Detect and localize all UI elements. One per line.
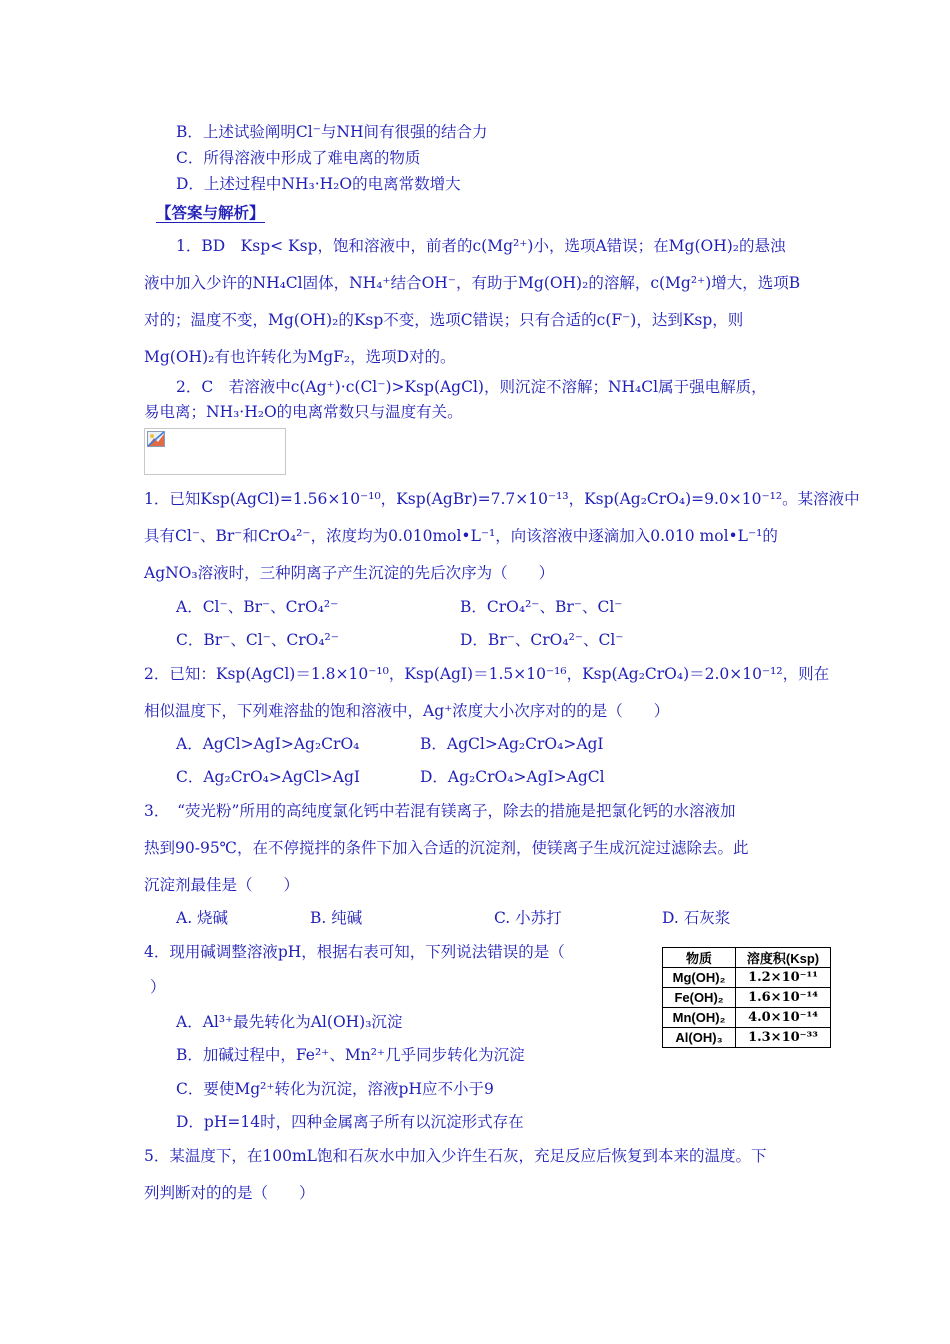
question-1-option-d: D．Br⁻、CrO₄²⁻、Cl⁻ bbox=[460, 631, 624, 649]
question-2-option-a: A．AgCl>AgI>Ag₂CrO₄ bbox=[176, 735, 360, 753]
question-3-line: 3． “荧光粉”所用的高纯度氯化钙中若混有镁离子，除去的措施是把氯化钙的水溶液加 bbox=[144, 802, 736, 820]
question-2-line: 相似温度下，下列难溶盐的饱和溶液中，Ag⁺浓度大小次序对的的是（ ） bbox=[144, 702, 670, 720]
question-3-option-b: B. 纯碱 bbox=[310, 909, 363, 927]
table-cell: 1.6×10⁻¹⁴ bbox=[736, 988, 831, 1008]
question-2-option-b: B．AgCl>Ag₂CrO₄>AgI bbox=[420, 735, 604, 753]
question-4-line: 4．现用碱调整溶液pH，根据右表可知，下列说法错误的是（ bbox=[144, 943, 565, 961]
explanation-2-line: 易电离；NH₃·H₂O的电离常数只与温度有关。 bbox=[144, 403, 463, 421]
table-cell: Mg(OH)₂ bbox=[663, 968, 736, 988]
table-header-cell: 物质 bbox=[663, 948, 736, 968]
question-1-line: AgNO₃溶液时，三种阴离子产生沉淀的先后次序为（ ） bbox=[144, 564, 555, 582]
question-3-line: 热到90-95℃，在不停搅拌的条件下加入合适的沉淀剂，使镁离子生成沉淀过滤除去。此 bbox=[144, 839, 749, 857]
question-4-option-a: A．Al³⁺最先转化为Al(OH)₃沉淀 bbox=[176, 1013, 403, 1031]
question-4-option-b: B．加碱过程中，Fe²⁺、Mn²⁺几乎同步转化为沉淀 bbox=[176, 1046, 525, 1064]
question-4-option-c: C．要使Mg²⁺转化为沉淀，溶液pH应不小于9 bbox=[176, 1080, 494, 1098]
question-5-line: 列判断对的的是（ ） bbox=[144, 1184, 315, 1202]
question-1-option-c: C．Br⁻、Cl⁻、CrO₄²⁻ bbox=[176, 631, 339, 649]
question-3-option-d: D. 石灰浆 bbox=[662, 909, 731, 927]
question-3-line: 沉淀剂最佳是（ ） bbox=[144, 876, 300, 894]
table-row bbox=[663, 988, 831, 1008]
explanation-2-line: 2．C 若溶液中c(Ag⁺)·c(Cl⁻)>Ksp(AgCl)，则沉淀不溶解；NH₄Cl属于强电解质， bbox=[176, 378, 767, 396]
question-2-option-c: C．Ag₂CrO₄>AgCl>AgI bbox=[176, 768, 361, 786]
answer-heading: 【答案与解析】 bbox=[156, 203, 265, 222]
question-5-line: 5．某温度下，在100mL饱和石灰水中加入少许生石灰，充足反应后恢复到本来的温度。下 bbox=[144, 1147, 767, 1165]
question-3-option-c: C. 小苏打 bbox=[494, 909, 562, 927]
broken-image-placeholder bbox=[144, 428, 286, 475]
table-row bbox=[663, 968, 831, 988]
explanation-1-line: 对的；温度不变，Mg(OH)₂的Ksp不变，选项C错误；只有合适的c(F⁻)，达到Ksp，则 bbox=[144, 311, 744, 329]
question-2-option-d: D．Ag₂CrO₄>AgI>AgCl bbox=[420, 768, 605, 786]
question-4-line: ） bbox=[150, 978, 166, 996]
option-b: B．上述试验阐明Cl⁻与NH间有很强的结合力 bbox=[176, 123, 488, 141]
option-d: D．上述过程中NH₃·H₂O的电离常数增大 bbox=[176, 175, 461, 193]
question-2-line: 2．已知：Ksp(AgCl)＝1.8×10⁻¹⁰，Ksp(AgI)＝1.5×10⁻¹⁶，Ksp(Ag₂CrO₄)＝2.0×10⁻¹²，则在 bbox=[144, 665, 830, 683]
explanation-1-line: 1．BD Ksp< Ksp，饱和溶液中，前者的c(Mg²⁺)小，选项A错误；在Mg(OH)₂的悬浊 bbox=[176, 237, 786, 255]
table-cell: 4.0×10⁻¹⁴ bbox=[736, 1008, 831, 1028]
question-4-option-d: D．pH=14时，四种金属离子所有以沉淀形式存在 bbox=[176, 1113, 524, 1131]
table-row bbox=[663, 1028, 831, 1048]
option-c: C．所得溶液中形成了难电离的物质 bbox=[176, 149, 421, 167]
question-3-option-a: A. 烧碱 bbox=[176, 909, 229, 927]
explanation-1-line: Mg(OH)₂有也许转化为MgF₂，选项D对的。 bbox=[144, 348, 456, 366]
table-cell: Mn(OH)₂ bbox=[663, 1008, 736, 1028]
ksp-table bbox=[662, 947, 831, 1048]
broken-image-icon bbox=[147, 431, 165, 447]
table-cell: 1.2×10⁻¹¹ bbox=[736, 968, 831, 988]
explanation-1-line: 液中加入少许的NH₄Cl固体，NH₄⁺结合OH⁻，有助于Mg(OH)₂的溶解，c(Mg²⁺)增大，选项B bbox=[144, 274, 801, 292]
table-cell: Fe(OH)₂ bbox=[663, 988, 736, 1008]
table-header-row bbox=[663, 948, 831, 968]
question-1-line: 1．已知Ksp(AgCl)=1.56×10⁻¹⁰，Ksp(AgBr)=7.7×10⁻¹³，Ksp(Ag₂CrO₄)=9.0×10⁻¹²。某溶液中 bbox=[144, 490, 860, 508]
table-cell: 1.3×10⁻³³ bbox=[736, 1028, 831, 1048]
table-cell: Al(OH)₃ bbox=[663, 1028, 736, 1048]
question-1-line: 具有Cl⁻、Br⁻和CrO₄²⁻，浓度均为0.010mol•L⁻¹，向该溶液中逐滴加入0.010 mol•L⁻¹的 bbox=[144, 527, 778, 545]
question-1-option-b: B．CrO₄²⁻、Br⁻、Cl⁻ bbox=[460, 598, 623, 616]
question-1-option-a: A．Cl⁻、Br⁻、CrO₄²⁻ bbox=[176, 598, 339, 616]
table-header-cell: 溶度积(Ksp) bbox=[736, 948, 831, 968]
table-row bbox=[663, 1008, 831, 1028]
